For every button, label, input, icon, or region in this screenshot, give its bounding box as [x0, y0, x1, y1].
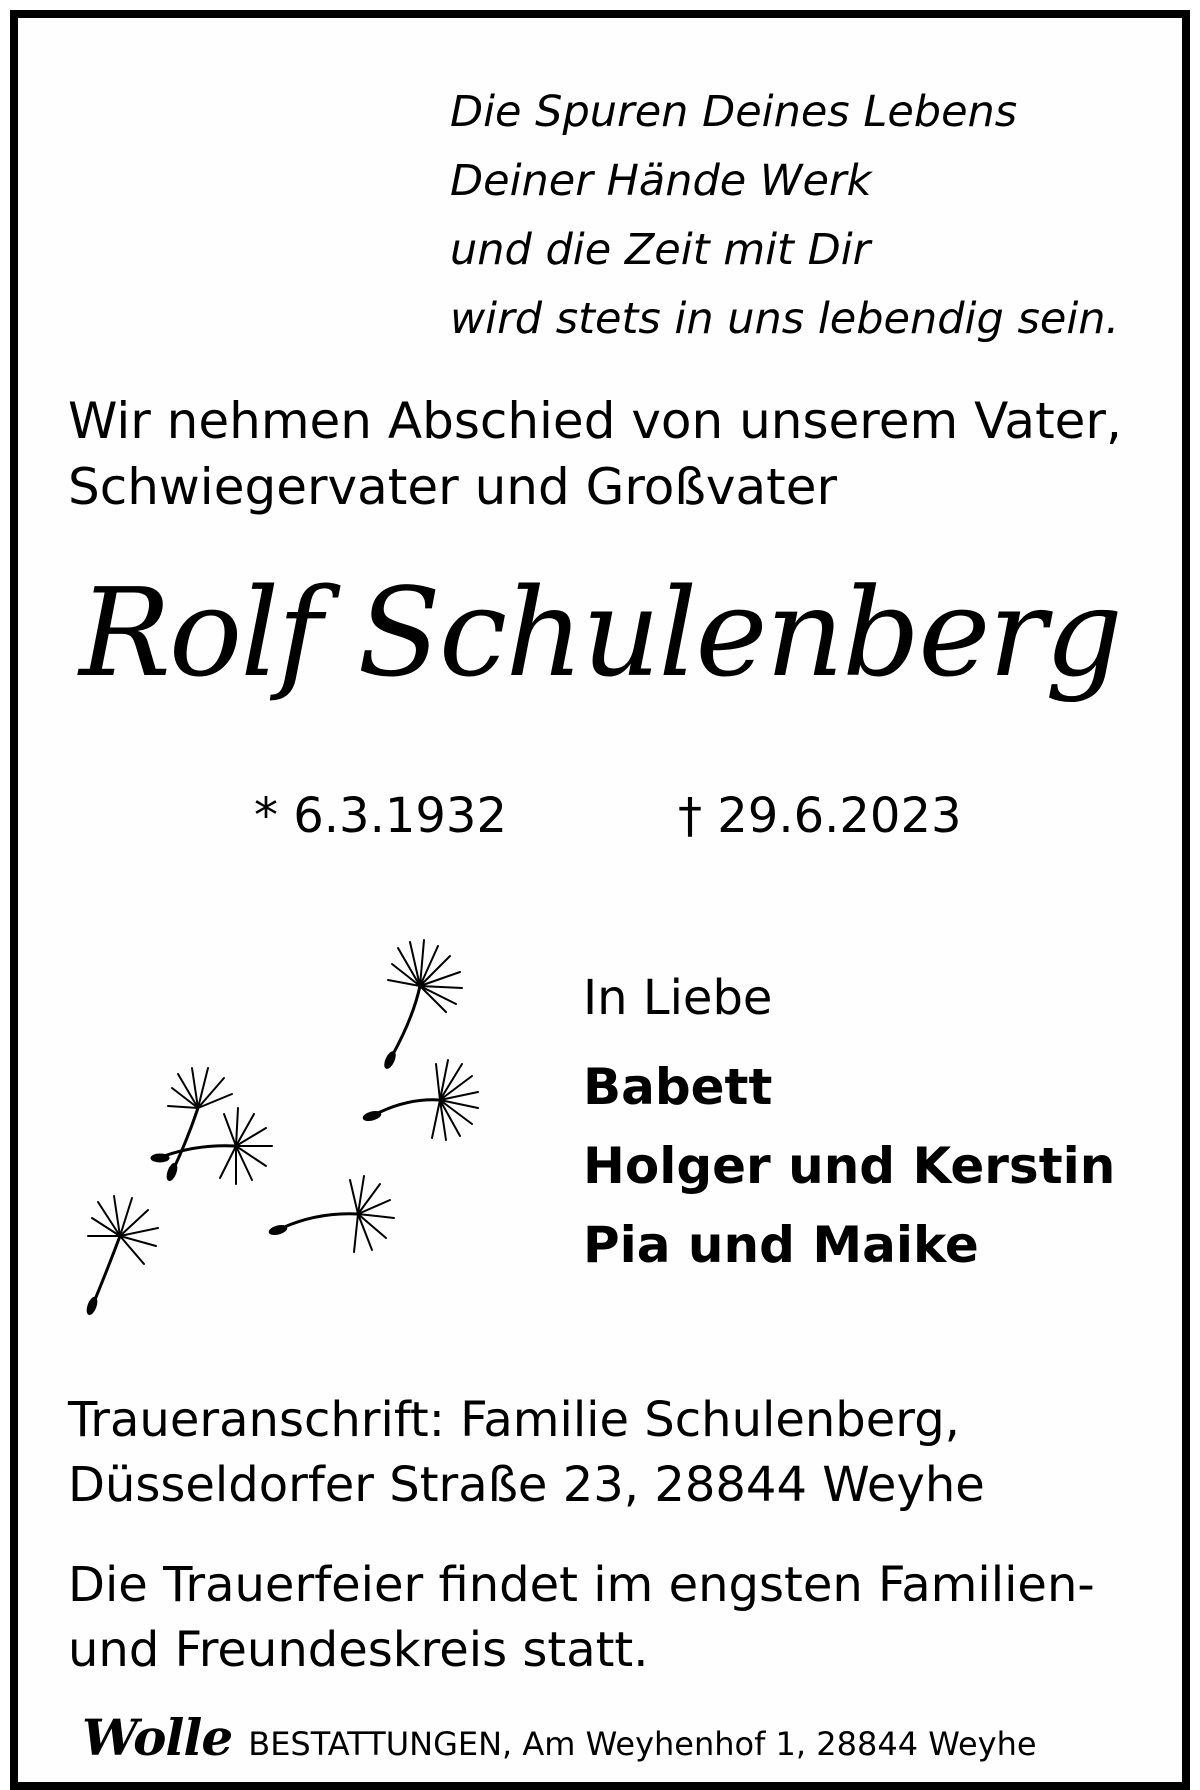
mourning-address — [68, 1388, 985, 1518]
mourner-name: Pia und Maike — [583, 1216, 979, 1274]
seed-icon — [362, 1060, 478, 1140]
seed-icon — [383, 940, 462, 1070]
seed-icon — [165, 1068, 232, 1182]
mourner-name: Babett — [583, 1058, 773, 1116]
address-line: Traueranschrift: Familie Schulenberg, — [68, 1392, 960, 1448]
mourner-name: Holger und Kerstin — [583, 1137, 1116, 1195]
funeral-home-footer — [82, 1708, 1037, 1767]
ceremony-line: Die Trauerfeier findet im engsten Familien- — [68, 1557, 1095, 1613]
ceremony-notice — [68, 1553, 1095, 1683]
funeral-home-logo: Wolle — [82, 1708, 233, 1767]
ceremony-line: und Freundeskreis statt. — [68, 1622, 649, 1678]
intro-line: Schwiegervater und Großvater — [68, 458, 838, 516]
poem-line: und die Zeit mit Dir — [450, 225, 871, 275]
funeral-home-address: BESTATTUNGEN, Am Weyhenhof 1, 28844 Weyhe — [248, 1725, 1037, 1763]
seed-icon — [85, 1196, 158, 1316]
death-date: † 29.6.2023 — [678, 788, 962, 844]
address-line: Düsseldorfer Straße 23, 28844 Weyhe — [68, 1457, 985, 1513]
seed-icon — [268, 1176, 394, 1252]
mourners-list — [583, 1048, 1115, 1285]
farewell-intro — [68, 388, 1122, 520]
poem-line: Deiner Hände Werk — [450, 156, 872, 206]
memorial-poem — [450, 78, 1119, 354]
dandelion-seeds-icon — [68, 918, 548, 1318]
obituary-frame — [10, 10, 1190, 1790]
poem-line: wird stets in uns lebendig sein. — [450, 294, 1120, 344]
in-love-label: In Liebe — [583, 970, 773, 1026]
birth-date: * 6.3.1932 — [254, 788, 508, 844]
deceased-name: Rolf Schulenberg — [79, 562, 1121, 704]
poem-line: Die Spuren Deines Lebens — [450, 87, 1018, 137]
intro-line: Wir nehmen Abschied von unserem Vater, — [68, 392, 1122, 450]
